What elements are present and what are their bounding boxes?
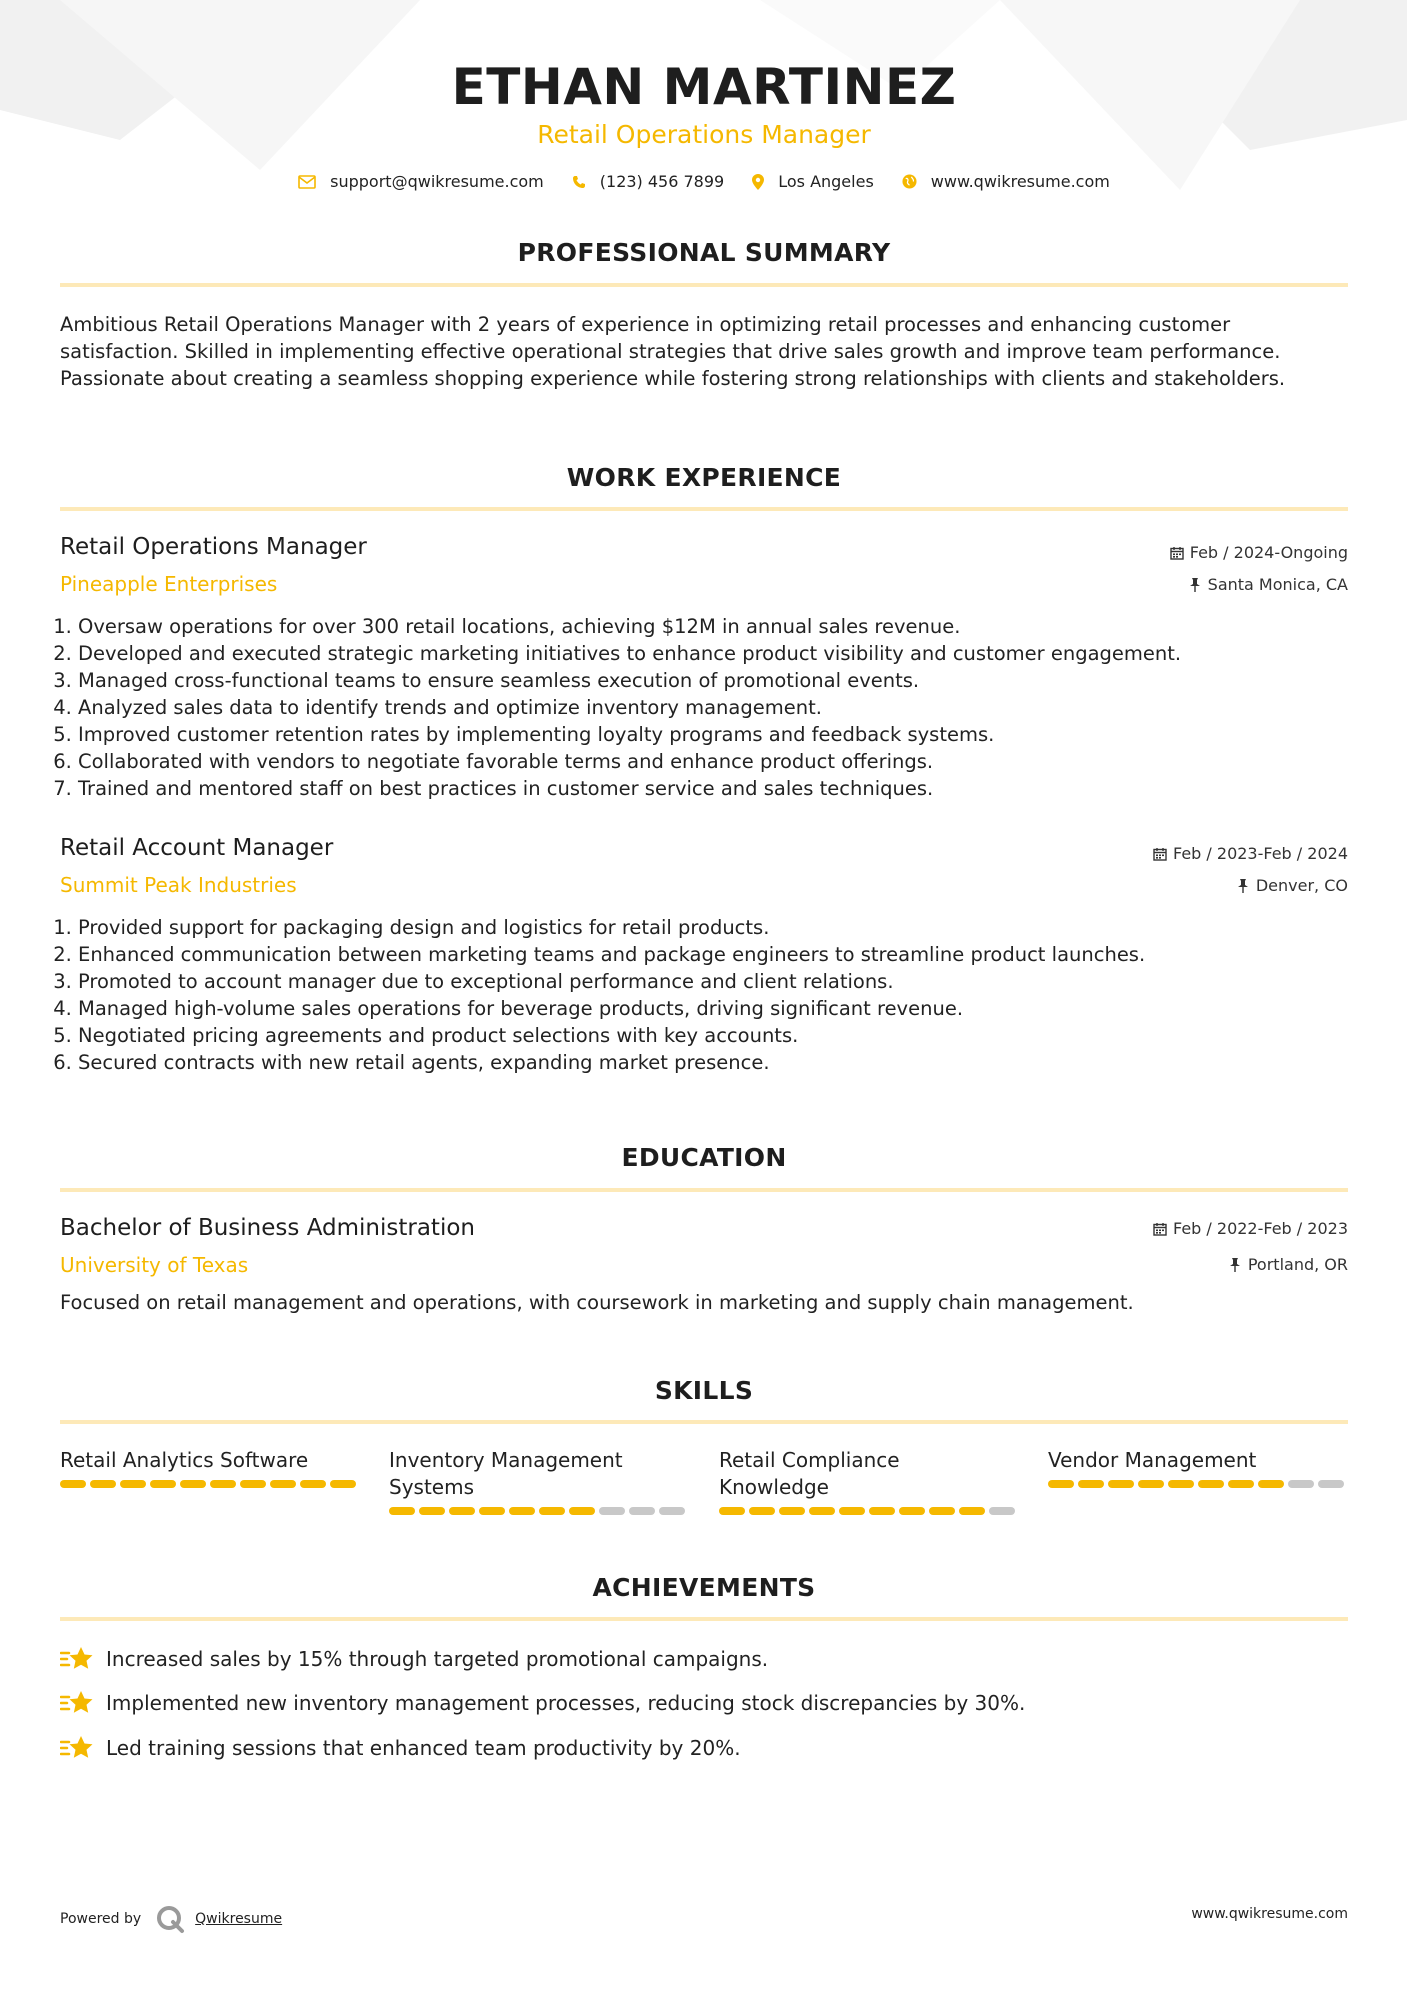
skill-level-bar [60,1480,360,1488]
pin-icon [1236,878,1250,894]
job-dates [1170,543,1348,562]
phone-text: (123) 456 7899 [599,172,725,191]
job-title: Retail Operations Manager [60,534,367,560]
skill-bar-empty [1288,1480,1314,1488]
skill-item [389,1447,689,1515]
skill-bar-filled [150,1480,176,1488]
list-item: 3. Managed cross-functional teams to ensure seamless execution of promotional events. [78,667,1348,694]
powered-by-label: Powered by [60,1911,142,1927]
skill-item [1048,1447,1348,1488]
education-heading: EDUCATION [621,1143,787,1172]
skill-bar-filled [90,1480,116,1488]
list-item: 2. Enhanced communication between marketing teams and package engineers to streamline product launches. [78,941,1348,968]
list-item: 6. Collaborated with vendors to negotiate favorable terms and enhance product offerings. [78,748,1348,775]
skill-bar-filled [839,1507,865,1515]
skills-heading: SKILLS [654,1376,754,1405]
job-dates [1153,844,1348,863]
list-item: 3. Promoted to account manager due to exceptional performance and client relations. [78,968,1348,995]
education-location [1228,1255,1348,1274]
skill-item [719,1447,1019,1515]
calendar-icon [1170,546,1184,560]
phone-icon [572,175,586,189]
job-location-text: Santa Monica, CA [1207,575,1348,594]
skill-level-bar [389,1507,689,1515]
map-pin-icon [752,174,764,190]
education-divider [60,1188,1348,1192]
qwikresume-logo-icon [155,1904,185,1934]
list-item: 1. Oversaw operations for over 300 retail locations, achieving $12M in annual sales revenue. [78,613,1348,640]
degree-title: Bachelor of Business Administration [60,1215,475,1241]
list-item: 5. Negotiated pricing agreements and product selections with key accounts. [78,1022,1348,1049]
skill-bar-filled [539,1507,565,1515]
skill-bar-filled [389,1507,415,1515]
star-icon [60,1689,94,1717]
job-location [1188,575,1348,594]
skill-level-bar [1048,1480,1348,1488]
summary-text: Ambitious Retail Operations Manager with 2 years of experience in optimizing retail processes and enhancing customer satisfaction. Skilled in implementing effective operational strategies that drive sales growth and improve team performance. Passionate about creating a seamless shopping experience while fostering strong relationships with clients and stakeholders. [60,313,1286,390]
footer-site[interactable]: www.qwikresume.com [1191,1906,1348,1922]
job-location-text: Denver, CO [1255,876,1348,895]
contact-website[interactable] [902,172,1110,191]
skill-level-bar [719,1507,1019,1515]
school-name: University of Texas [60,1253,249,1277]
footer-powered-by [60,1904,282,1934]
list-item: 1. Provided support for packaging design and logistics for retail products. [78,914,1348,941]
achievement-text: Implemented new inventory management processes, reducing stock discrepancies by 30%. [106,1691,1026,1715]
skill-bar-filled [959,1507,985,1515]
education-dates-text: Feb / 2022-Feb / 2023 [1173,1219,1348,1238]
pin-icon [1228,1257,1242,1273]
skill-bar-filled [1228,1480,1254,1488]
skill-bar-empty [659,1507,685,1515]
skill-bar-filled [1138,1480,1164,1488]
contact-bar [60,172,1348,191]
achievement-text: Led training sessions that enhanced team productivity by 20%. [106,1736,741,1760]
candidate-name: ETHAN MARTINEZ [451,58,957,116]
skill-name: Inventory Management Systems [389,1448,623,1499]
skill-bar-filled [1078,1480,1104,1488]
globe-icon [902,174,917,189]
calendar-icon [1153,847,1167,861]
skill-bar-filled [240,1480,266,1488]
job-dates-text: Feb / 2023-Feb / 2024 [1173,844,1348,863]
skill-name: Retail Analytics Software [60,1448,309,1472]
skill-bar-filled [1258,1480,1284,1488]
skill-bar-filled [330,1480,356,1488]
skill-bar-filled [779,1507,805,1515]
company-name: Summit Peak Industries [60,873,297,897]
contact-location [752,172,874,191]
skill-bar-filled [1168,1480,1194,1488]
skill-bar-filled [60,1480,86,1488]
skill-bar-filled [449,1507,475,1515]
job-location [1236,876,1348,895]
achievements-divider [60,1617,1348,1621]
list-item: 7. Trained and mentored staff on best practices in customer service and sales techniques. [78,775,1348,802]
achievement-item [60,1689,1025,1717]
skill-bar-filled [419,1507,445,1515]
envelope-icon [298,175,316,189]
skill-bar-filled [929,1507,955,1515]
company-name: Pineapple Enterprises [60,572,278,596]
list-item: 4. Analyzed sales data to identify trends and optimize inventory management. [78,694,1348,721]
skill-bar-filled [509,1507,535,1515]
contact-email[interactable] [298,172,544,191]
achievement-item [60,1645,768,1673]
summary-heading: PROFESSIONAL SUMMARY [517,238,891,267]
list-item: 4. Managed high-volume sales operations for beverage products, driving significant revenue. [78,995,1348,1022]
list-item: 5. Improved customer retention rates by implementing loyalty programs and feedback systems. [78,721,1348,748]
calendar-icon [1153,1222,1167,1236]
skill-bar-filled [300,1480,326,1488]
email-text: support@qwikresume.com [330,172,544,191]
pin-icon [1188,577,1202,593]
summary-divider [60,283,1348,287]
achievement-item [60,1734,741,1762]
skill-bar-filled [719,1507,745,1515]
skill-bar-empty [1318,1480,1344,1488]
achievement-text: Increased sales by 15% through targeted promotional campaigns. [106,1647,769,1671]
education-location-text: Portland, OR [1247,1255,1348,1274]
star-icon [60,1734,94,1762]
education-dates [1153,1219,1348,1238]
experience-divider [60,507,1348,511]
skill-name: Vendor Management [1048,1448,1257,1472]
skill-bar-filled [120,1480,146,1488]
skill-item [60,1447,360,1488]
location-text: Los Angeles [778,172,874,191]
skill-bar-filled [569,1507,595,1515]
skill-bar-filled [899,1507,925,1515]
job-duties-list [60,914,1348,1076]
skill-bar-filled [869,1507,895,1515]
qwikresume-link[interactable]: Qwikresume [195,1911,283,1927]
skill-bar-filled [809,1507,835,1515]
education-description: Focused on retail management and operations, with coursework in marketing and supply chain management. [60,1291,1134,1314]
candidate-role: Retail Operations Manager [537,120,871,149]
skill-bar-filled [1108,1480,1134,1488]
skill-bar-filled [749,1507,775,1515]
skill-bar-filled [1198,1480,1224,1488]
list-item: 6. Secured contracts with new retail agents, expanding market presence. [78,1049,1348,1076]
website-text: www.qwikresume.com [930,172,1110,191]
skill-bar-empty [989,1507,1015,1515]
achievements-heading: ACHIEVEMENTS [592,1573,816,1602]
job-duties-list [60,613,1348,802]
skill-bar-filled [270,1480,296,1488]
skill-bar-empty [599,1507,625,1515]
star-icon [60,1645,94,1673]
skills-divider [60,1420,1348,1424]
job-dates-text: Feb / 2024-Ongoing [1189,543,1348,562]
skill-bar-filled [1048,1480,1074,1488]
list-item: 2. Developed and executed strategic marketing initiatives to enhance product visibility and customer engagement. [78,640,1348,667]
contact-phone[interactable] [572,172,724,191]
skill-bar-filled [479,1507,505,1515]
skill-name: Retail Compliance Knowledge [719,1448,900,1499]
skill-bar-filled [210,1480,236,1488]
skill-bar-empty [629,1507,655,1515]
job-title: Retail Account Manager [60,835,334,861]
skill-bar-filled [180,1480,206,1488]
experience-heading: WORK EXPERIENCE [566,463,842,492]
